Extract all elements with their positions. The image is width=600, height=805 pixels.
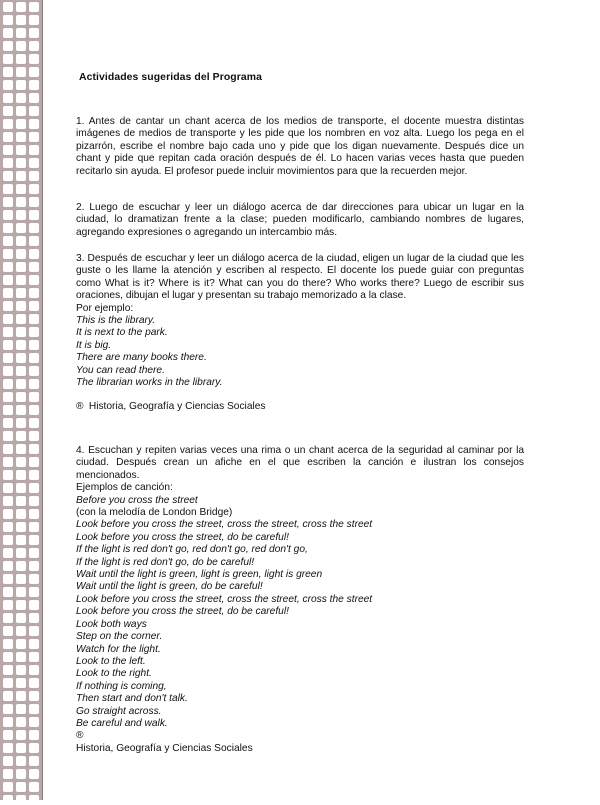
strip-square [3,470,13,480]
strip-square [29,535,39,545]
strip-square [16,574,26,584]
decorative-side-strip [0,0,42,800]
strip-square [3,54,13,64]
strip-square [3,340,13,350]
strip-square [3,769,13,779]
strip-square [3,379,13,389]
strip-square [16,41,26,51]
strip-square [16,652,26,662]
strip-square [3,496,13,506]
strip-square [29,496,39,506]
strip-square [16,210,26,220]
song-line: Look before you cross the street, cross the street, cross the street [76,593,373,605]
strip-square [16,236,26,246]
strip-square [3,236,13,246]
strip-square [29,28,39,38]
strip-square [3,28,13,38]
strip-square [3,678,13,688]
strip-square [16,496,26,506]
strip-square [3,366,13,376]
strip-square [3,132,13,142]
strip-square [3,301,13,311]
strip-square [29,587,39,597]
strip-square [16,184,26,194]
strip-square [29,704,39,714]
strip-square [29,574,39,584]
strip-square [16,2,26,12]
strip-square [3,626,13,636]
strip-square [3,704,13,714]
strip-square [16,28,26,38]
strip-square [29,314,39,324]
strip-square [29,67,39,77]
strip-square [16,600,26,610]
strip-square [16,756,26,766]
example-line: It is next to the park. [76,327,168,339]
strip-square [29,782,39,792]
strip-square [3,93,13,103]
strip-square [16,93,26,103]
strip-square [3,275,13,285]
strip-square [3,15,13,25]
strip-square [3,223,13,233]
example-line: There are many books there. [76,352,207,364]
strip-square [29,340,39,350]
strip-square [16,15,26,25]
strip-square [29,171,39,181]
strip-square [29,41,39,51]
strip-square [16,665,26,675]
strip-square [29,15,39,25]
cross-reference-text: Historia, Geografía y Ciencias Sociales [76,742,253,754]
strip-square [16,80,26,90]
song-line: Watch for the light. [76,643,161,655]
strip-square [29,665,39,675]
strip-square [3,262,13,272]
activity-3-intro: 3. Después de escuchar y leer un diálogo acerca de la ciudad, eligen un lugar de la ciudad que les guste o les llame la atención y escriben al respecto. El docente los puede guiar con preguntas como What is it? Where is it? What can you do there? Who works there? Luego de escribir sus oraciones, dibujan el lugar y presentan su trabajo memorizado a la clase. [76,253,524,302]
strip-square [16,106,26,116]
registered-symbol: ® [76,730,84,742]
strip-square [29,119,39,129]
activity-1: 1. Antes de cantar un chant acerca de los medios de transporte, el docente muestra distintas imágenes de medios de transporte y les pide que los nombren en voz alta. Luego los pega en el pizarrón, escribe el nombre bajo cada uno y pide que los digan nuevamente. Después dice un chant y pide que repitan cada oración después de él. Lo hacen varias veces hasta que pueden recitarlo sin ayuda. El profesor puede incluir movimientos para que la recuerden mejor. [76,116,524,177]
strip-square [29,93,39,103]
song-line: Wait until the light is green, do be careful! [76,581,263,593]
song-line: Look before you cross the street, cross the street, cross the street [76,519,373,531]
strip-square [29,262,39,272]
strip-square [3,41,13,51]
strip-square [29,522,39,532]
strip-square [16,327,26,337]
strip-square [29,509,39,519]
strip-square [16,132,26,142]
strip-square [3,509,13,519]
strip-square [16,444,26,454]
strip-square [16,535,26,545]
strip-square [16,119,26,129]
strip-square [16,288,26,298]
strip-square [3,548,13,558]
activity-3-example-lines [76,315,524,389]
strip-square [16,639,26,649]
strip-square [3,535,13,545]
strip-square [16,314,26,324]
strip-square [29,392,39,402]
strip-square [16,340,26,350]
strip-square [29,561,39,571]
strip-square [16,405,26,415]
strip-square [16,691,26,701]
song-line: Step on the corner. [76,631,163,643]
song-line: Look before you cross the street, do be careful! [76,606,289,618]
strip-square [29,470,39,480]
strip-square [3,158,13,168]
strip-square [16,392,26,402]
strip-square [3,457,13,467]
cross-reference-text: Historia, Geografía y Ciencias Sociales [88,401,266,413]
strip-square [29,80,39,90]
strip-square [3,795,13,805]
strip-square [16,197,26,207]
strip-square [3,574,13,584]
example-line: This is the library. [76,315,156,327]
strip-square [3,600,13,610]
song-line: Be careful and walk. [76,717,168,729]
strip-square [3,249,13,259]
strip-square [16,366,26,376]
strip-square [3,561,13,571]
strip-square [29,301,39,311]
strip-square [16,67,26,77]
strip-square [3,314,13,324]
strip-square [3,418,13,428]
activity-3-cross-reference [76,401,524,413]
strip-square [3,106,13,116]
strip-square [16,743,26,753]
strip-square [29,106,39,116]
strip-square [16,223,26,233]
strip-square [29,132,39,142]
strip-square [29,288,39,298]
strip-square [16,171,26,181]
strip-square [29,418,39,428]
strip-square [3,353,13,363]
strip-square [29,769,39,779]
strip-square [29,210,39,220]
strip-square [29,626,39,636]
strip-square [29,756,39,766]
song-line: Go straight across. [76,705,162,717]
strip-square [3,327,13,337]
strip-square [3,639,13,649]
strip-square [29,639,39,649]
strip-square [16,561,26,571]
strip-square [3,210,13,220]
strip-square [16,379,26,389]
strip-square [16,353,26,363]
strip-square [16,275,26,285]
strip-square [3,119,13,129]
strip-square [29,548,39,558]
strip-square [29,184,39,194]
strip-square [16,262,26,272]
activity-3 [76,253,524,414]
song-line: Then start and don't talk. [76,693,188,705]
strip-square [3,483,13,493]
song-line: If the light is red don't go, do be careful! [76,556,255,568]
strip-square [16,54,26,64]
strip-square [3,431,13,441]
strip-square [29,431,39,441]
song-line: Look to the left. [76,655,146,667]
strip-square [29,327,39,337]
song-title: Before you cross the street [76,494,198,506]
strip-square [29,652,39,662]
strip-square [16,483,26,493]
strip-square [16,158,26,168]
strip-square [29,730,39,740]
song-title-line [76,495,524,520]
strip-square [3,717,13,727]
strip-square [29,483,39,493]
strip-square [29,54,39,64]
strip-square [3,145,13,155]
strip-square [16,730,26,740]
strip-square [29,743,39,753]
strip-square [16,626,26,636]
strip-square [16,509,26,519]
activity-2: 2. Luego de escuchar y leer un diálogo acerca de dar direcciones para ubicar un lugar en la ciudad, lo dramatizan frente a la clase; pueden modificarlo, cambiando nombres de lugares, agregando expresiones o agregando un intercambio más. [76,202,524,238]
strip-square [16,678,26,688]
song-line: If the light is red don't go, red don't go, red don't go, [76,544,308,556]
strip-square [29,197,39,207]
strip-square [16,782,26,792]
strip-square [29,600,39,610]
strip-square [3,613,13,623]
strip-square [29,2,39,12]
strip-square [16,301,26,311]
song-line: Wait until the light is green, light is green, light is green [76,569,323,581]
strip-square [29,223,39,233]
strip-square [16,613,26,623]
activity-3-example-label: Por ejemplo: [76,302,134,314]
strip-square [16,470,26,480]
strip-square [3,288,13,298]
song-lines [76,519,524,730]
strip-square [29,275,39,285]
activity-4-example-label: Ejemplos de canción: [76,482,173,494]
strip-square [3,444,13,454]
song-line: If nothing is coming, [76,680,167,692]
song-line: Look to the right. [76,668,152,680]
strip-square [3,197,13,207]
strip-square [16,587,26,597]
strip-square [16,522,26,532]
strip-square [3,522,13,532]
strip-square [3,665,13,675]
strip-square [16,769,26,779]
example-line: It is big. [76,339,112,351]
registered-symbol: ® [76,401,84,413]
strip-square [3,171,13,181]
song-melody: (con la melodía de London Bridge) [76,507,233,519]
strip-square [3,587,13,597]
strip-square [3,756,13,766]
strip-square [29,405,39,415]
strip-edge [42,0,43,800]
strip-square [16,704,26,714]
strip-square [16,795,26,805]
page-title: Actividades sugeridas del Programa [79,72,262,83]
strip-square [3,67,13,77]
strip-square [3,405,13,415]
strip-square [29,249,39,259]
strip-square [29,691,39,701]
example-line: You can read there. [76,364,165,376]
strip-square [3,652,13,662]
song-line: Look both ways [76,618,147,630]
strip-square [29,678,39,688]
strip-square [29,613,39,623]
song-line: Look before you cross the street, do be careful! [76,531,289,543]
strip-square [3,392,13,402]
strip-square [29,145,39,155]
strip-square [16,457,26,467]
strip-square [29,457,39,467]
strip-square [16,418,26,428]
strip-square [16,548,26,558]
activity-4-intro: 4. Escuchan y repiten varias veces una rima o un chant acerca de la seguridad al caminar por la ciudad. Después crean un afiche en el que escriben la canción e ilustran los consejos mencionados. [76,445,524,481]
strip-square [16,717,26,727]
strip-square [29,366,39,376]
activity-4-cross-reference [76,730,524,755]
strip-square [29,236,39,246]
example-line: The librarian works in the library. [76,377,223,389]
strip-square [3,782,13,792]
strip-square [16,431,26,441]
strip-square [29,158,39,168]
strip-square [29,353,39,363]
strip-square [16,145,26,155]
strip-square [16,249,26,259]
strip-square [3,730,13,740]
strip-square [3,743,13,753]
strip-square [29,444,39,454]
strip-square [3,691,13,701]
strip-square [3,2,13,12]
strip-square [29,379,39,389]
strip-square [3,80,13,90]
strip-square [29,717,39,727]
activity-4 [76,445,524,755]
strip-square [3,184,13,194]
strip-square [29,795,39,805]
